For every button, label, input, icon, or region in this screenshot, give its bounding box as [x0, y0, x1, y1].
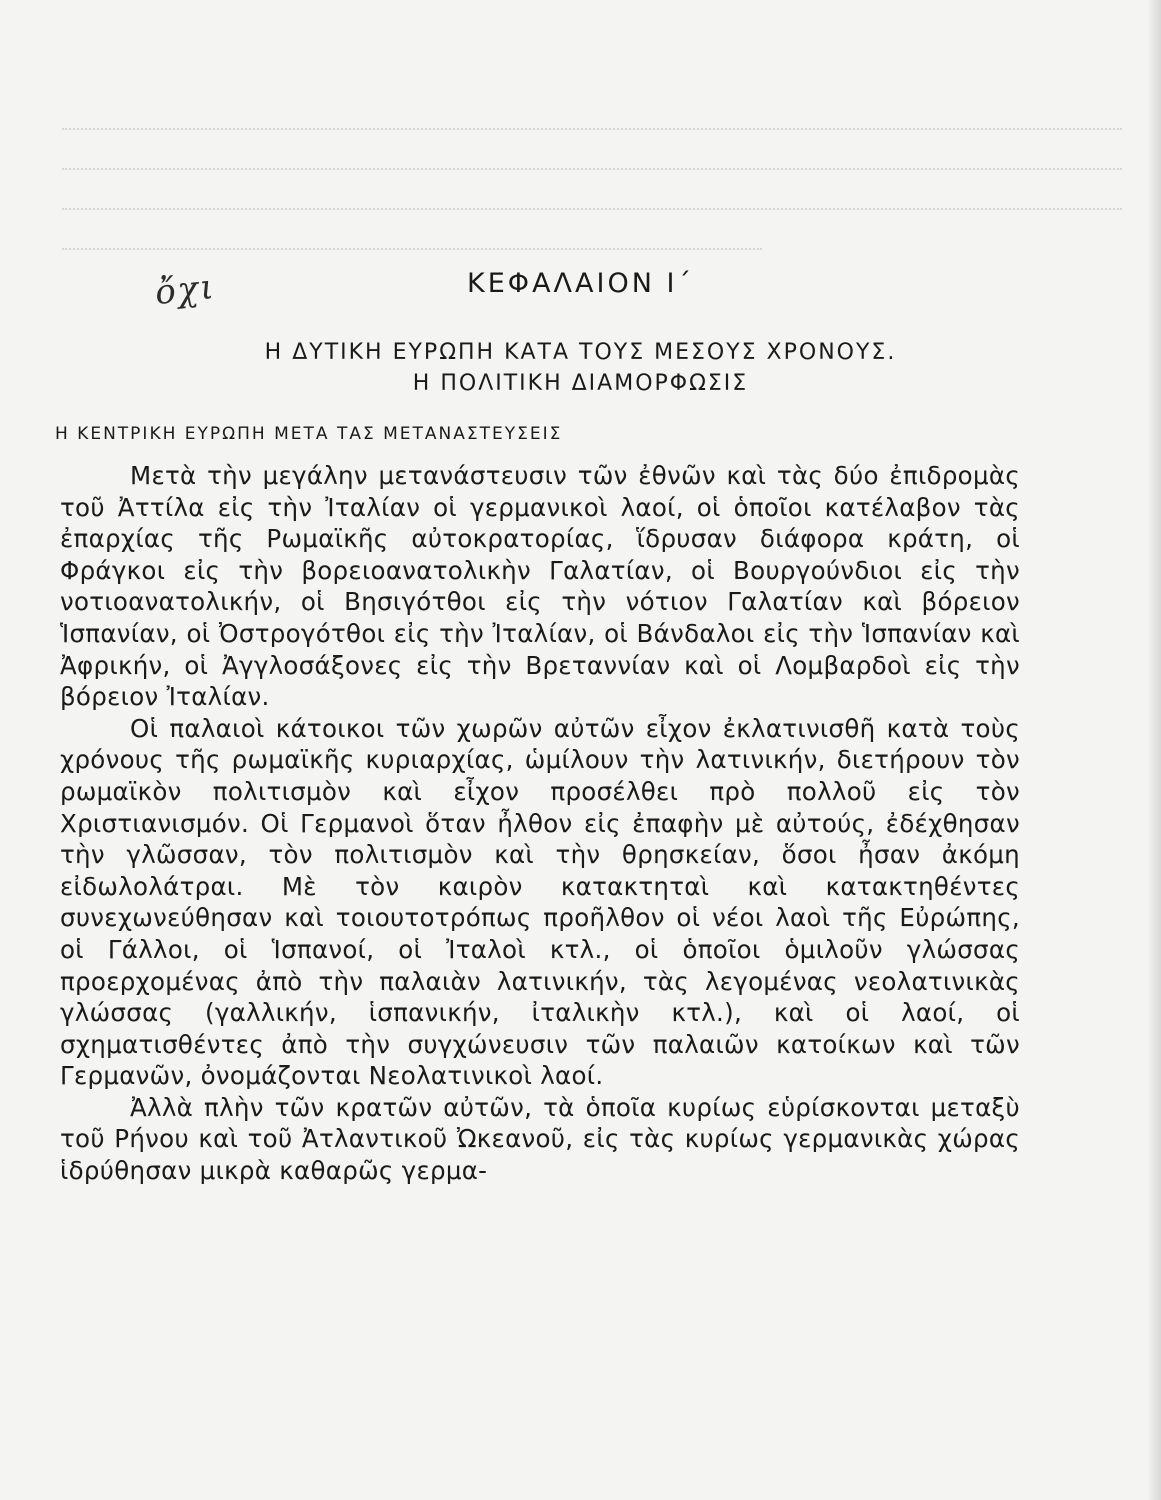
paragraph: Μετὰ τὴν μεγάλην μετανάστευσιν τῶν ἐθνῶν καὶ τὰς δύο ἐπιδρομὰς τοῦ Ἀττίλα εἰς τὴν Ἰταλίαν οἱ γερμανικοὶ λαοί, οἱ ὁποῖοι κατέλαβον τὰς ἐπαρχίας τῆς Ρωμαϊκῆς αὐτοκρατορίας, ἵδρυσαν διάφορα κράτη, οἱ Φράγκοι εἰς τὴν βορειοανατολικὴν Γαλατίαν, οἱ Βουργούνδιοι εἰς τὴν νοτιοανατολικήν, οἱ Βησιγότθοι εἰς τὴν νότιον Γαλατίαν καὶ βόρειον Ἱσπανίαν, οἱ Ὀστρογότθοι εἰς τὴν Ἰταλίαν, οἱ Βάνδαλοι εἰς τὴν Ἱσπανίαν καὶ Ἀφρικήν, οἱ Ἀγγλοσάξονες εἰς τὴν Βρεταννίαν καὶ οἱ Λομβαρδοὶ εἰς τὴν βόρειον Ἰταλίαν. — [60, 461, 1020, 712]
paragraph: Οἱ παλαιοὶ κάτοικοι τῶν χωρῶν αὐτῶν εἶχον ἐκλατινισθῆ κατὰ τοὺς χρόνους τῆς ρωμαϊκῆς κυριαρχίας, ὡμίλουν τὴν λατινικήν, διετήρουν τὸν ρωμαϊκὸν πολιτισμὸν καὶ εἶχον προσέλθει πρὸ πολλοῦ εἰς τὸν Χριστιανισμόν. Οἱ Γερμανοὶ ὅταν ἦλθον εἰς ἐπαφὴν μὲ αὐτούς, ἐδέχθησαν τὴν γλῶσσαν, τὸν πολιτισμὸν καὶ τὴν θρησκείαν, ὅσοι ἦσαν ἀκόμη εἰδωλολάτραι. Μὲ τὸν καιρὸν κατακτηταὶ καὶ κατακτηθέντες συνεχωνεύθησαν καὶ τοιουτοτρόπως προῆλθον οἱ νέοι λαοὶ τῆς Εὐρώπης, οἱ Γάλλοι, οἱ Ἱσπανοί, οἱ Ἰταλοὶ κτλ., οἱ ὁποῖοι ὁμιλοῦν γλώσσας προερχομένας ἀπὸ τὴν παλαιὰν λατινικήν, τὰς λεγομένας νεολατινικὰς γλώσσας (γαλλικήν, ἱσπανικήν, ἰταλικὴν κτλ.), καὶ οἱ λαοί, οἱ σχηματισθέντες ἀπὸ τὴν συγχώνευσιν τῶν παλαιῶν κατοίκων καὶ τῶν Γερμανῶν, ὀνομάζονται Νεολατινικοὶ λαοί. — [60, 713, 1020, 1091]
chapter-subtitle-line-1: Η ΔΥΤΙΚΗ ΕΥΡΩΠΗ ΚΑΤΑ ΤΟΥΣ ΜΕΣΟΥΣ ΧΡΟΝΟΥΣ. — [264, 340, 897, 365]
page-edge-shadow — [1147, 0, 1161, 1500]
handwritten-margin-note: ὄχι — [153, 266, 218, 314]
section-title: Η ΚΕΝΤΡΙΚΗ ΕΥΡΩΠΗ ΜΕΤΑ ΤΑΣ ΜΕΤΑΝΑΣΤΕΥΣΕΙΣ — [55, 424, 563, 444]
chapter-subtitle-line-2: Η ΠΟΛΙΤΙΚΗ ΔΙΑΜΟΡΦΩΣΙΣ — [412, 371, 749, 396]
bleed-through-texture — [0, 238, 1161, 262]
paragraph: Ἀλλὰ πλὴν τῶν κρατῶν αὐτῶν, τὰ ὁποῖα κυρίως εὑρίσκονται μεταξὺ τοῦ Ρήνου καὶ τοῦ Ἀτλαντικοῦ Ὠκεανοῦ, εἰς τὰς κυρίως γερμανικὰς χώρας ἱδρύθησαν μικρὰ καθαρῶς γερμα- — [60, 1092, 1020, 1186]
bleed-through-texture — [0, 158, 1161, 182]
bleed-through-texture — [0, 118, 1161, 142]
body-text — [60, 460, 1020, 1187]
bleed-through-texture — [0, 198, 1161, 222]
chapter-title: ΚΕΦΑΛΑΙΟΝ Ι΄ — [467, 268, 694, 299]
